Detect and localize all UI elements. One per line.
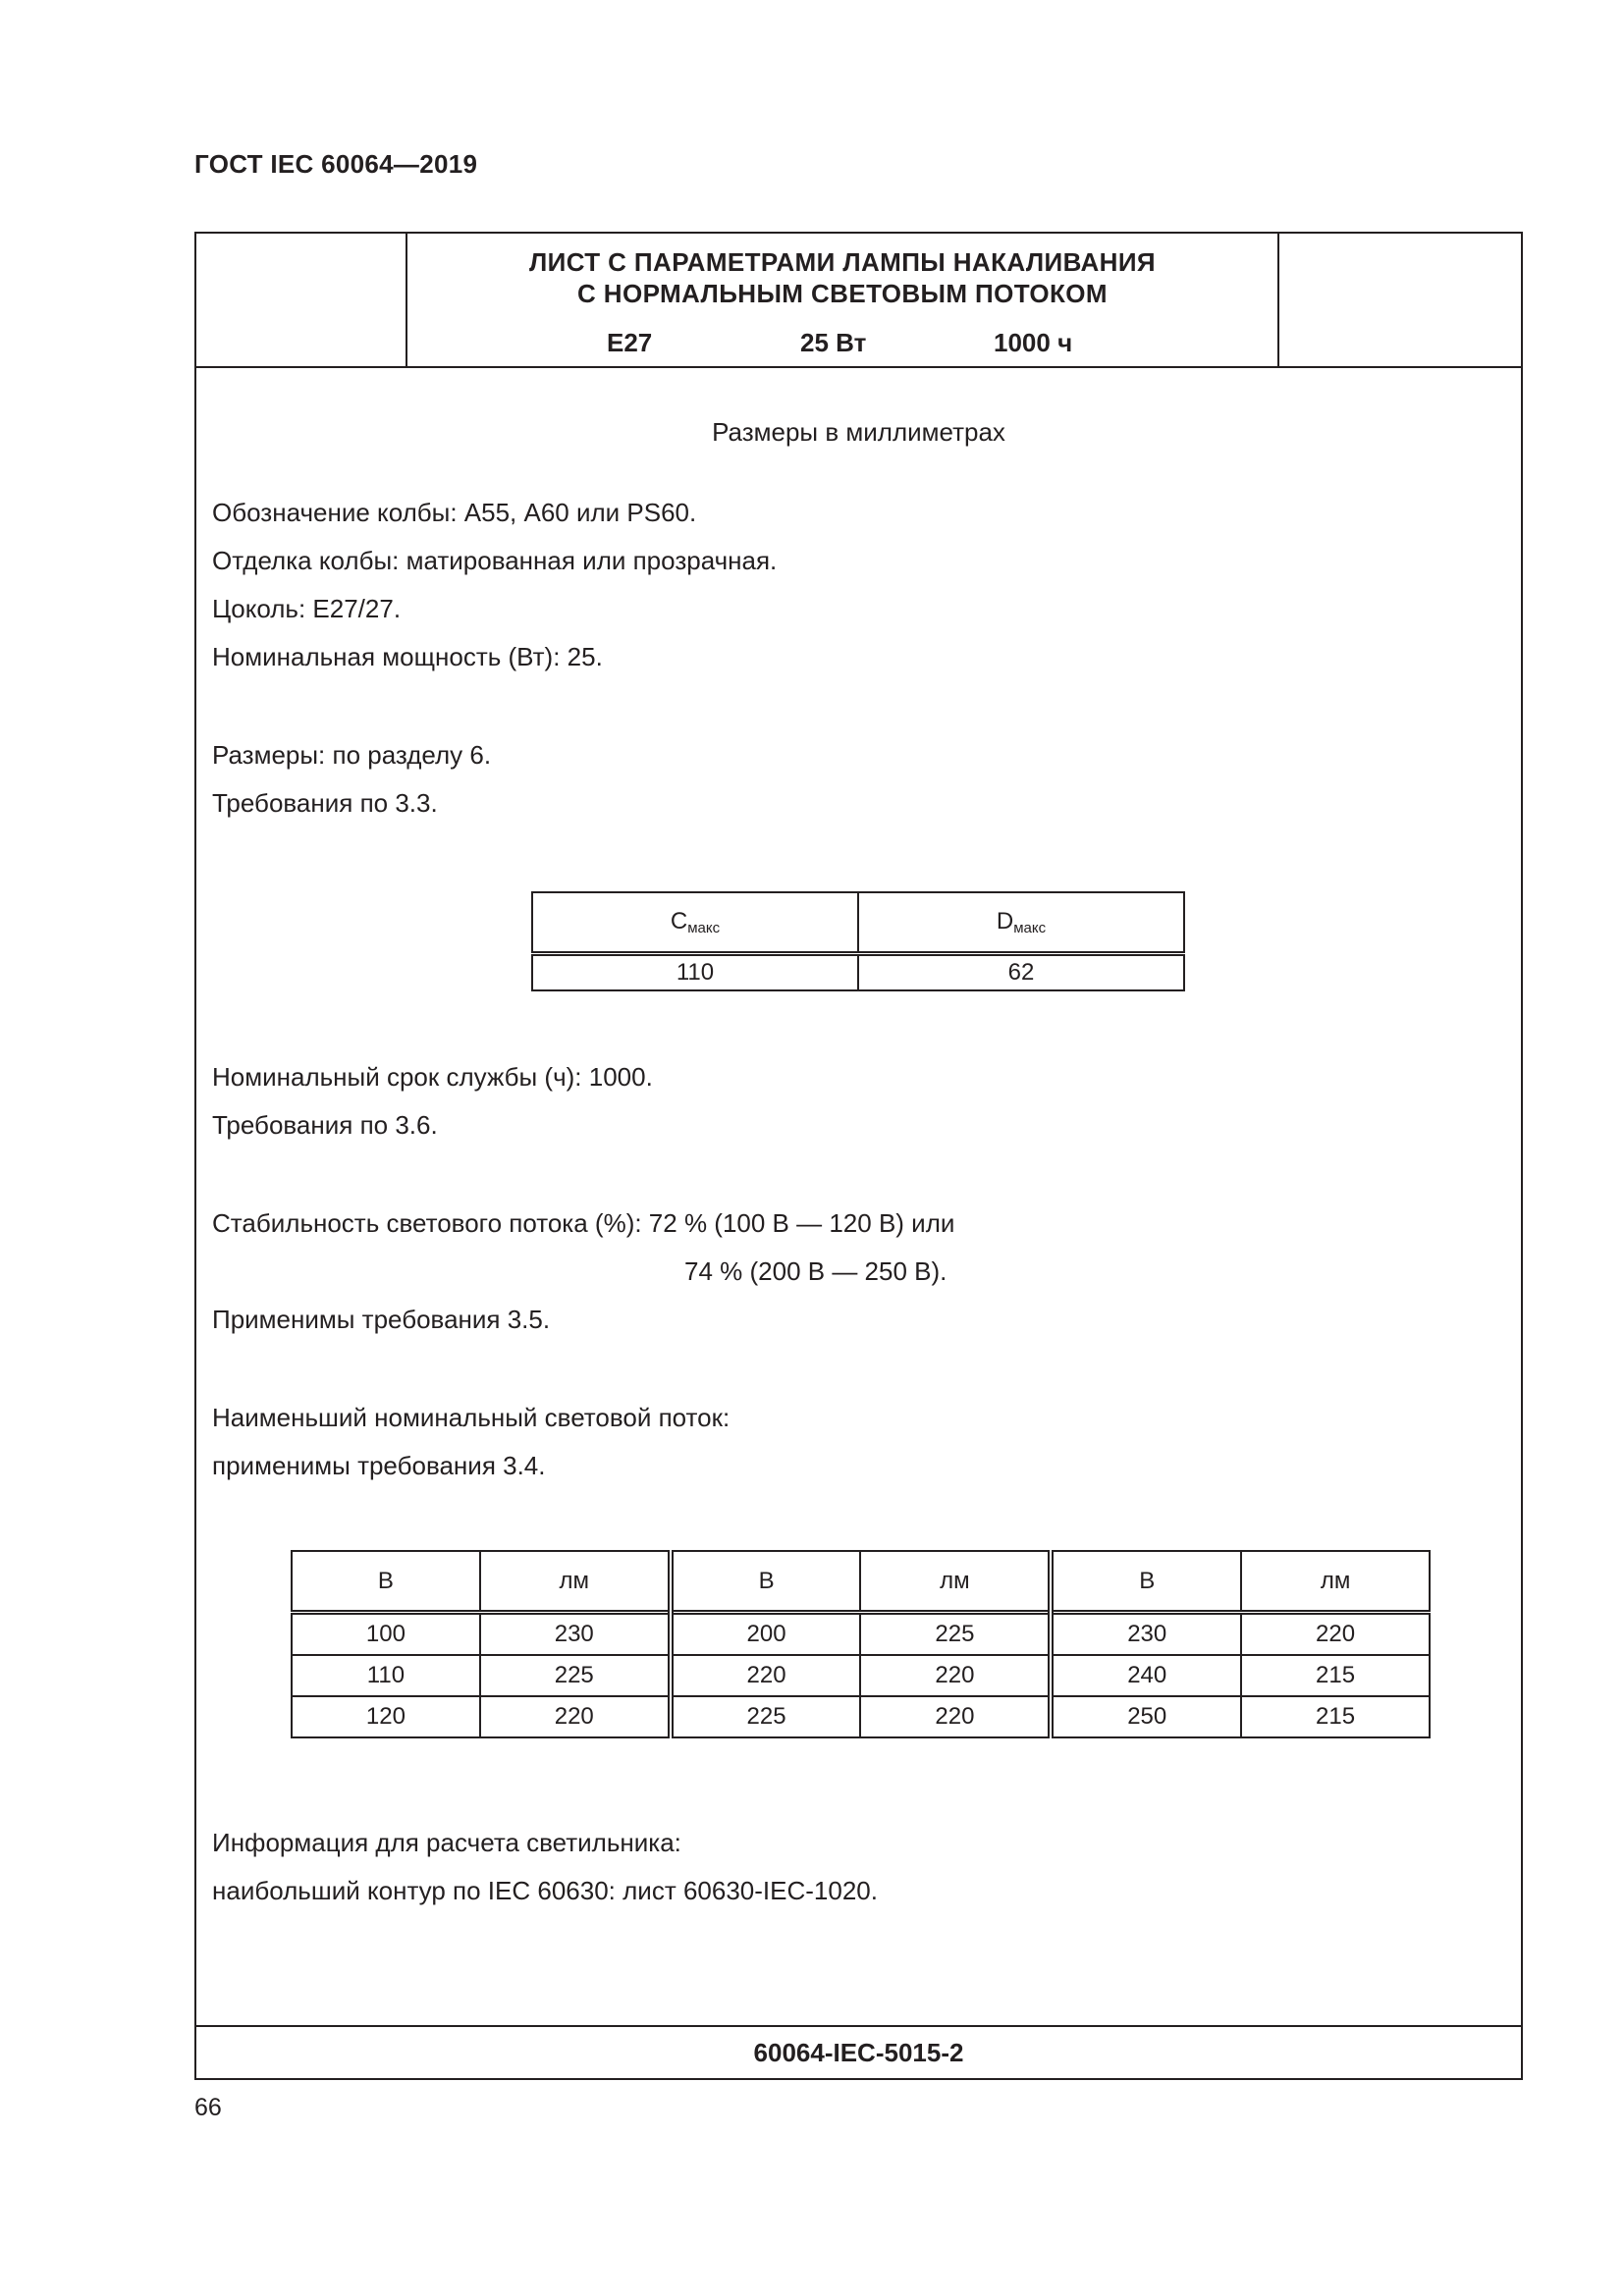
requirements-3-3: Требования по 3.3. bbox=[212, 788, 438, 818]
flux-header-lm-1: лм bbox=[480, 1551, 671, 1613]
c-letter: C bbox=[670, 908, 688, 934]
flux-cell: 215 bbox=[1241, 1655, 1430, 1696]
min-flux-line-1: Наименьший номинальный световой поток: bbox=[212, 1403, 731, 1432]
flux-header-v-3: В bbox=[1051, 1551, 1241, 1613]
param-power: 25 Вт bbox=[800, 328, 867, 357]
bulb-designation: Обозначение колбы: А55, А60 или PS60. bbox=[212, 498, 697, 527]
requirements-3-5: Применимы требования 3.5. bbox=[212, 1305, 551, 1334]
luminous-flux-table bbox=[291, 1550, 1431, 1738]
d-sub: макс bbox=[1013, 920, 1047, 936]
table-row bbox=[292, 1696, 1430, 1737]
flux-stability-line-1: Стабильность светового потока (%): 72 % (100 В — 120 В) или bbox=[212, 1208, 955, 1238]
bulb-finish: Отделка колбы: матированная или прозрачная. bbox=[212, 546, 778, 575]
flux-cell: 225 bbox=[480, 1655, 671, 1696]
sheet-title-line-1: ЛИСТ С ПАРАМЕТРАМИ ЛАМПЫ НАКАЛИВАНИЯ bbox=[528, 247, 1157, 277]
flux-header-lm-3: лм bbox=[1241, 1551, 1430, 1613]
min-flux-line-2: применимы требования 3.4. bbox=[212, 1451, 546, 1480]
flux-cell: 225 bbox=[671, 1696, 861, 1737]
d-max-header bbox=[858, 892, 1184, 954]
flux-cell: 250 bbox=[1051, 1696, 1241, 1737]
rated-life: Номинальный срок службы (ч): 1000. bbox=[212, 1062, 653, 1092]
parameter-sheet bbox=[194, 232, 1523, 2080]
cap-type: Цоколь: Е27/27. bbox=[212, 594, 402, 623]
flux-cell: 240 bbox=[1051, 1655, 1241, 1696]
flux-cell: 220 bbox=[860, 1696, 1051, 1737]
flux-cell: 110 bbox=[292, 1655, 480, 1696]
flux-cell: 120 bbox=[292, 1696, 480, 1737]
standard-header: ГОСТ IEC 60064—2019 bbox=[194, 149, 478, 179]
c-max-header bbox=[532, 892, 858, 954]
param-base: E27 bbox=[607, 328, 653, 357]
luminaire-info-line-1: Информация для расчета светильника: bbox=[212, 1828, 681, 1857]
c-max-value: 110 bbox=[532, 954, 858, 991]
dimensions-ref: Размеры: по разделу 6. bbox=[212, 740, 492, 770]
table-row bbox=[292, 1613, 1430, 1656]
flux-header-lm-2: лм bbox=[860, 1551, 1051, 1613]
rated-power: Номинальная мощность (Вт): 25. bbox=[212, 642, 603, 671]
flux-cell: 225 bbox=[860, 1613, 1051, 1656]
luminaire-info-line-2: наибольший контур по IEC 60630: лист 60630-IEC-1020. bbox=[212, 1876, 878, 1905]
sheet-title-box bbox=[196, 234, 1521, 368]
sheet-code: 60064-IEC-5015-2 bbox=[196, 2025, 1521, 2078]
flux-stability-line-2: 74 % (200 В — 250 В). bbox=[684, 1256, 947, 1286]
flux-cell: 230 bbox=[1051, 1613, 1241, 1656]
sheet-title-line-2: С НОРМАЛЬНЫМ СВЕТОВЫМ ПОТОКОМ bbox=[577, 279, 1108, 308]
flux-cell: 220 bbox=[1241, 1613, 1430, 1656]
dimensions-note: Размеры в миллиметрах bbox=[712, 417, 1005, 447]
flux-header-v-2: В bbox=[671, 1551, 861, 1613]
flux-cell: 100 bbox=[292, 1613, 480, 1656]
flux-cell: 200 bbox=[671, 1613, 861, 1656]
requirements-3-6: Требования по 3.6. bbox=[212, 1110, 438, 1140]
title-right-cell bbox=[1277, 234, 1521, 366]
flux-cell: 230 bbox=[480, 1613, 671, 1656]
flux-header-v-1: В bbox=[292, 1551, 480, 1613]
c-sub: макс bbox=[687, 920, 721, 936]
flux-cell: 220 bbox=[860, 1655, 1051, 1696]
d-letter: D bbox=[996, 908, 1014, 934]
d-max-value: 62 bbox=[858, 954, 1184, 991]
table-row bbox=[292, 1655, 1430, 1696]
title-left-cell bbox=[196, 234, 407, 366]
title-params bbox=[407, 328, 1277, 359]
title-center-cell bbox=[407, 234, 1277, 366]
page-number: 66 bbox=[194, 2094, 222, 2121]
param-life: 1000 ч bbox=[994, 328, 1073, 357]
flux-cell: 215 bbox=[1241, 1696, 1430, 1737]
flux-cell: 220 bbox=[480, 1696, 671, 1737]
flux-cell: 220 bbox=[671, 1655, 861, 1696]
dimensions-table bbox=[531, 891, 1185, 991]
